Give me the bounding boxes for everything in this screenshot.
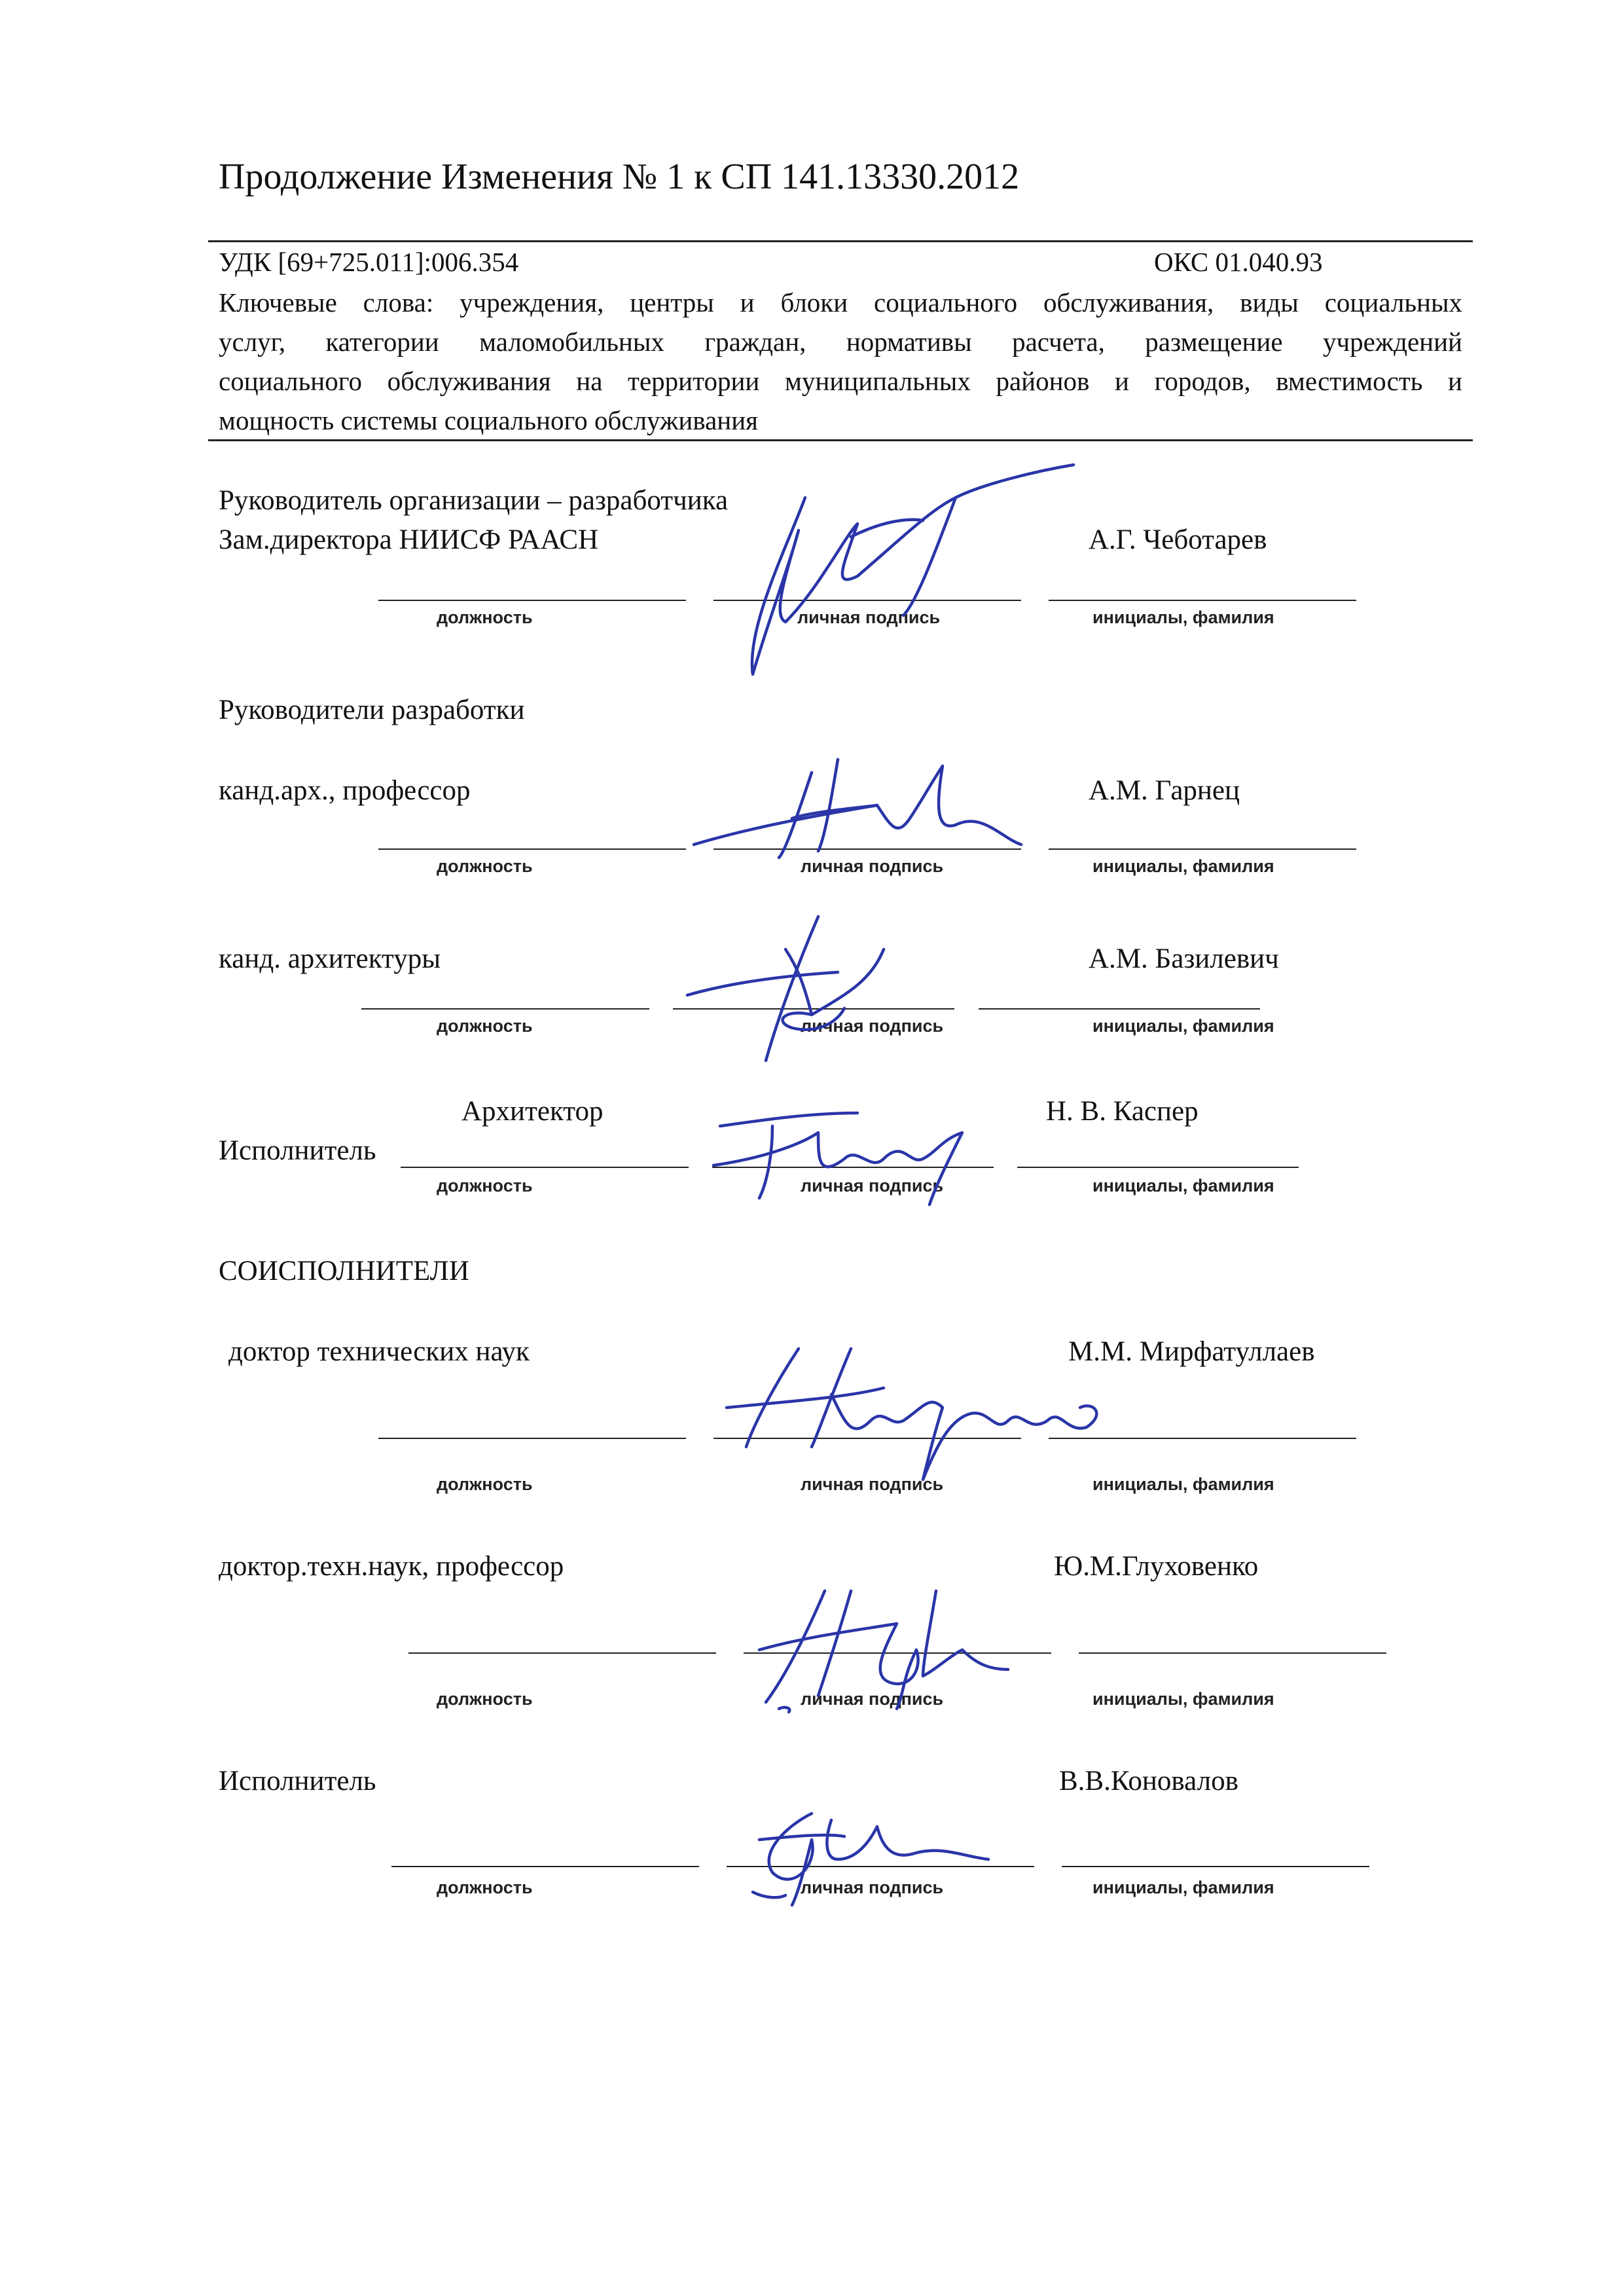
oks-code: ОКС 01.040.93	[1154, 247, 1323, 277]
executor-name: Н. В. Каспер	[1046, 1096, 1199, 1127]
co2-position: доктор.техн.наук, профессор	[219, 1551, 564, 1582]
signature-caption: личная подпись	[801, 1176, 944, 1195]
divider	[208, 240, 1473, 242]
name-line	[1062, 1866, 1369, 1867]
page-title: Продолжение Изменения № 1 к СП 141.13330.2012	[219, 156, 1020, 197]
name-caption: инициалы, фамилия	[1092, 1878, 1274, 1897]
signature-glukhovenko	[740, 1571, 1054, 1722]
co1-position: доктор технических наук	[228, 1336, 530, 1367]
position-caption: должность	[437, 1176, 533, 1195]
name-caption: инициалы, фамилия	[1092, 1176, 1274, 1195]
keywords-line: социального обслуживания на территории муниципальных районов и городов, вместимость и	[219, 366, 1462, 396]
position-caption: должность	[437, 608, 533, 627]
position-line	[361, 1008, 649, 1010]
keywords	[219, 283, 1462, 440]
org-head-name: А.Г. Чеботарев	[1089, 524, 1267, 555]
executor2-name: В.В.Коновалов	[1059, 1766, 1238, 1796]
position-line	[408, 1652, 716, 1654]
name-caption: инициалы, фамилия	[1092, 1016, 1274, 1036]
name-line	[1049, 848, 1356, 850]
udk-code: УДК [69+725.011]:006.354	[219, 247, 519, 277]
leader2-position: канд. архитектуры	[219, 943, 441, 974]
leader1-position: канд.арх., профессор	[219, 775, 471, 806]
signature-bazilevich	[681, 910, 890, 1074]
signature-caption: личная подпись	[797, 608, 941, 627]
signature-garnets	[681, 746, 1047, 877]
keywords-line: Ключевые слова: учреждения, центры и блоки социального обслуживания, виды социальных	[219, 287, 1462, 318]
keywords-line: услуг, категории маломобильных граждан, нормативы расчета, размещение учреждений	[219, 327, 1462, 357]
executor-label: Исполнитель	[219, 1135, 376, 1166]
position-caption: должность	[437, 856, 533, 876]
name-line	[979, 1008, 1260, 1010]
org-head-heading: Руководитель организации – разработчика	[219, 485, 729, 516]
co1-name: М.М. Мирфатуллаев	[1068, 1336, 1315, 1367]
signature-kasper	[707, 1093, 1008, 1211]
name-caption: инициалы, фамилия	[1092, 608, 1274, 627]
position-line	[378, 600, 686, 601]
position-caption: должность	[437, 1689, 533, 1709]
position-caption: должность	[437, 1878, 533, 1897]
name-caption: инициалы, фамилия	[1092, 856, 1274, 876]
co-executors-heading: СОИСПОЛНИТЕЛИ	[219, 1256, 469, 1286]
name-caption: инициалы, фамилия	[1092, 1474, 1274, 1494]
executor-position-above: Архитектор	[461, 1096, 604, 1127]
co2-name: Ю.М.Глуховенко	[1054, 1551, 1259, 1582]
signature-chebotarev	[707, 458, 1100, 694]
name-line	[1017, 1167, 1299, 1168]
signature-caption: личная подпись	[801, 856, 944, 876]
leader2-name: А.М. Базилевич	[1089, 943, 1279, 974]
name-caption: инициалы, фамилия	[1092, 1689, 1274, 1709]
signature-caption: личная подпись	[801, 1878, 944, 1897]
position-caption: должность	[437, 1474, 533, 1494]
name-line	[1079, 1652, 1386, 1654]
keywords-line: мощность системы социального обслуживания	[219, 405, 759, 435]
divider	[208, 439, 1473, 441]
leaders-heading: Руководители разработки	[219, 695, 525, 725]
position-caption: должность	[437, 1016, 533, 1036]
leader1-name: А.М. Гарнец	[1089, 775, 1240, 806]
position-line	[378, 1438, 686, 1439]
signature-konovalov	[740, 1800, 1001, 1918]
signature-caption: личная подпись	[801, 1474, 944, 1494]
signature-caption: личная подпись	[801, 1016, 944, 1036]
org-head-position: Зам.директора НИИСФ РААСН	[219, 524, 599, 555]
executor2-label: Исполнитель	[219, 1766, 376, 1796]
position-line	[378, 848, 686, 850]
position-line	[401, 1167, 689, 1168]
signature-caption: личная подпись	[801, 1689, 944, 1709]
position-line	[391, 1866, 699, 1867]
signature-mirfatullaev	[713, 1336, 1119, 1486]
